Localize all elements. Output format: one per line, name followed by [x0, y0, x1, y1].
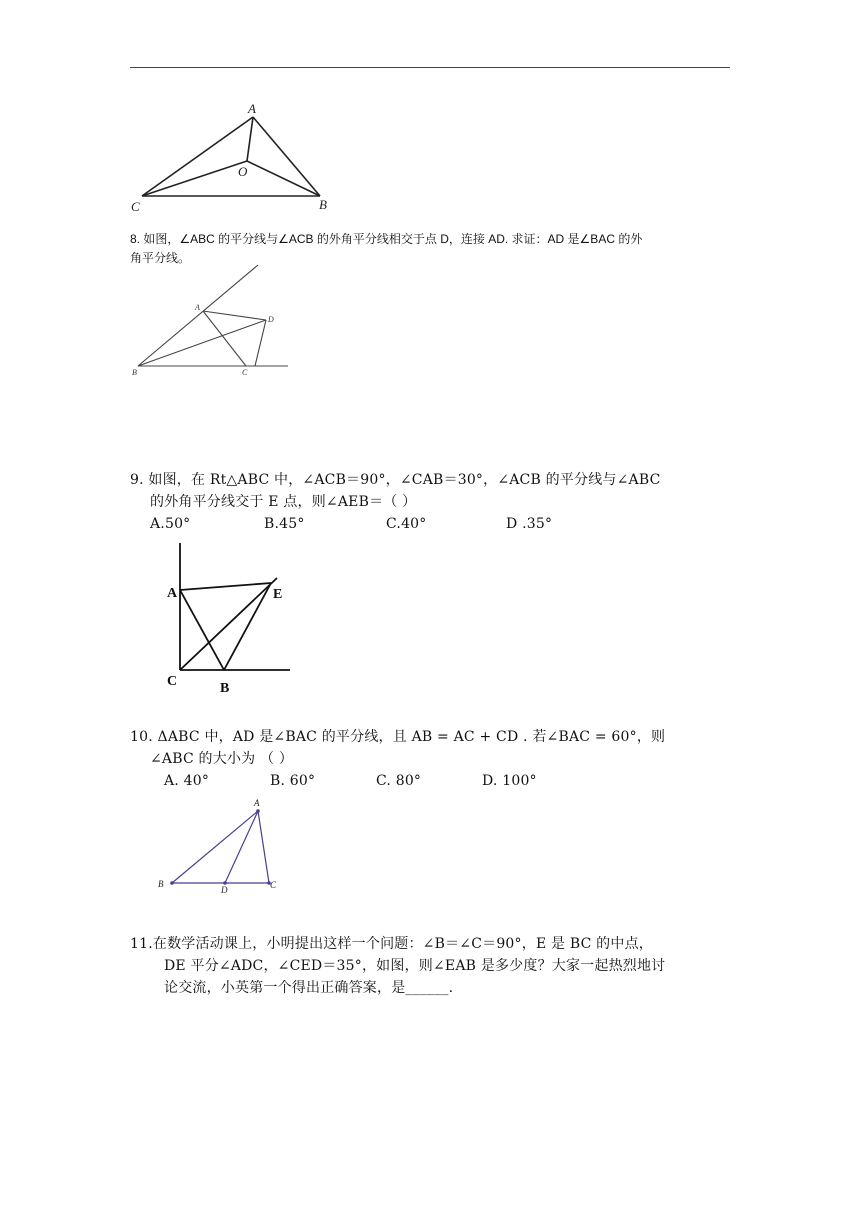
question-9-line-2: 的外角平分线交于 E 点，则∠AEB＝（ ） — [150, 494, 417, 510]
figure-q8 — [128, 263, 293, 381]
option-c: C. 80° — [376, 773, 422, 789]
label-b: B — [132, 368, 137, 377]
question-10-line-1: 10. ΔABC 中，AD 是∠BAC 的平分线，且 AB = AC + CD . 若∠BAC = 60°，则 — [130, 729, 666, 745]
figure-q9 — [160, 540, 300, 700]
label-e: E — [273, 587, 283, 602]
option-a: A. 40° — [164, 773, 210, 789]
label-c: C — [167, 674, 178, 689]
option-d: D .35° — [506, 516, 553, 532]
question-10-options — [130, 770, 735, 792]
question-10-line-2: ∠ABC 的大小为 （ ） — [150, 751, 294, 767]
question-9-line-1: 9. 如图，在 Rt△ABC 中，∠ACB＝90°，∠CAB＝30°，∠ACB 的平分线与∠ABC — [130, 472, 661, 488]
label-b: B — [158, 879, 164, 889]
label-a: A — [254, 798, 260, 808]
figure-q10 — [155, 795, 285, 895]
question-8-line-2: 角平分线。 — [130, 251, 191, 265]
label-d: D — [221, 885, 228, 895]
label-o: O — [238, 164, 248, 179]
question-9 — [130, 469, 735, 535]
question-11-line-3: 论交流，小英第一个得出正确答案，是______. — [164, 980, 454, 996]
question-11 — [130, 933, 735, 999]
label-b: B — [220, 681, 230, 696]
label-d: D — [268, 315, 274, 324]
question-9-options — [130, 513, 735, 535]
option-a: A.50° — [150, 516, 191, 532]
header-rule — [130, 67, 730, 68]
option-c: C.40° — [386, 516, 427, 532]
option-b: B.45° — [264, 516, 305, 532]
label-a: A — [248, 101, 256, 116]
question-11-line-1: 11.在数学活动课上，小明提出这样一个问题：∠B＝∠C＝90°，E 是 BC 的中点， — [130, 936, 653, 952]
label-a: A — [195, 303, 200, 312]
option-d: D. 100° — [482, 773, 537, 789]
label-c: C — [270, 880, 277, 890]
figure-triangle-abo — [125, 100, 345, 215]
question-11-line-2: DE 平分∠ADC，∠CED＝35°，如图，则∠EAB 是多少度？大家一起热烈地讨 — [164, 958, 666, 974]
label-c: C — [242, 368, 248, 377]
question-10 — [130, 726, 735, 792]
label-c: C — [131, 199, 140, 214]
option-b: B. 60° — [270, 773, 316, 789]
label-b: B — [319, 197, 327, 212]
label-a: A — [167, 586, 178, 601]
question-8-line-1: 8. 如图，∠ABC 的平分线与∠ACB 的外角平分线相交于点 D，连接 AD. 求证：AD 是∠BAC 的外 — [130, 232, 643, 246]
